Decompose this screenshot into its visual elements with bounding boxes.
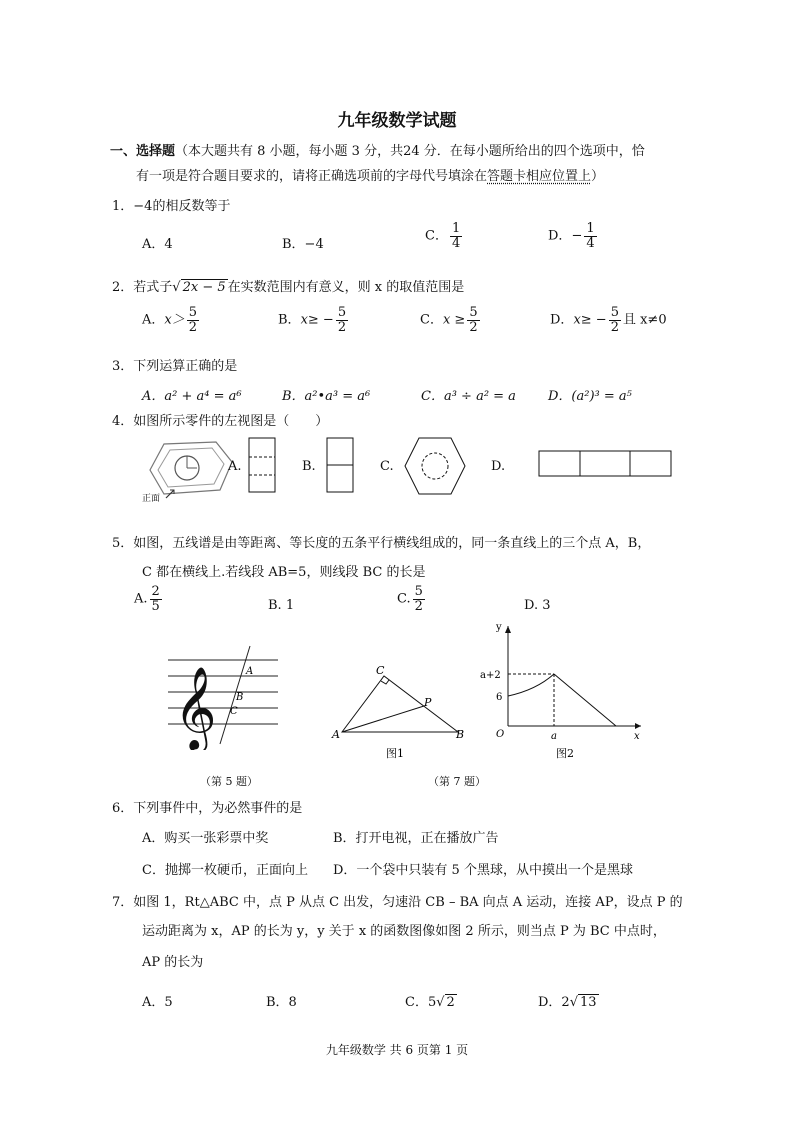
q4-option-d-label: D. (491, 459, 506, 474)
q5-option-a: A. $\frac{2}{5}$ (134, 584, 160, 614)
q5-caption: （第 5 题） (200, 775, 258, 788)
q7-stem-3: AP 的长为 (142, 955, 204, 970)
page-title: 九年级数学试题 (337, 111, 457, 131)
page-footer: 九年级数学 共 6 页第 1 页 (325, 1043, 469, 1057)
instruction-line-1: （本大题共有 8 小题，每小题 3 分，共24 分．在每小题所给出的四个选项中，恰 (175, 144, 645, 159)
section-heading: 一、选择题 (110, 144, 176, 159)
view-rect (249, 438, 275, 492)
q2-option-b: B．x≥ − $\frac{5}{2}$ (278, 305, 347, 335)
q7-option-b: B．8 (266, 995, 297, 1010)
q2-stem: 2．若式子√ 2x − 5 在实数范围内有意义，则 x 的取值范围是 (112, 280, 465, 295)
tick-a2: a+2 (480, 670, 501, 681)
point-a-label: A (246, 666, 254, 677)
q7-stem-1: 7．如图 1，Rt△ABC 中，点 P 从点 C 出发，匀速沿 CB – BA 向点 A 运动，连接 AP，设点 P 的 (112, 895, 683, 910)
q2-option-d: D．x≥ − $\frac{5}{2}$ 且 x≠0 (550, 305, 667, 335)
q4-option-a-figure (248, 437, 278, 495)
q1-stem: 1．−4的相反数等于 (112, 199, 231, 214)
label-b: B (456, 728, 465, 741)
q7-caption: （第 7 题） (428, 775, 486, 788)
q4-stem: 4．如图所示零件的左视图是（ ） (112, 414, 329, 429)
q7-stem-2: 运动距离为 x，AP 的长为 y，y 关于 x 的函数图像如图 2 所示，则当点 P 为 BC 中点时， (142, 924, 666, 939)
q1-option-a: A．4 (142, 237, 173, 252)
view-rect (539, 451, 671, 476)
q7-option-d: D．2√ 13 (538, 995, 597, 1010)
instruction-close: ） (591, 169, 605, 184)
q3-option-b: B．a²•a³ = a⁶ (282, 389, 371, 404)
section-instruction-2 (136, 165, 604, 184)
fig7-triangle (330, 660, 470, 760)
tick-a: a (551, 731, 557, 742)
q1-option-b: B．−4 (282, 237, 324, 252)
q6-option-c: C．抛掷一枚硬币，正面向上 (142, 863, 308, 878)
q5-stem-2: C 都在横线上.若线段 AB=5，则线段 BC 的长是 (142, 565, 426, 580)
q7-option-c: C．5√ 2 (405, 995, 455, 1010)
q6-stem: 6．下列事件中，为必然事件的是 (112, 801, 303, 816)
q3-option-c: C．a³ ÷ a² = a (421, 389, 516, 404)
q2-option-c: C．x ≥ $\frac{5}{2}$ (420, 305, 478, 335)
q2-option-a: A．x＞ $\frac{5}{2}$ (142, 305, 198, 335)
x-axis-arrow (635, 723, 641, 729)
hidden-circle (422, 453, 448, 479)
q5-staff-figure (160, 640, 285, 750)
q3-stem: 3．下列运算正确的是 (112, 359, 238, 374)
hexagon (405, 438, 465, 494)
right-angle-mark (381, 680, 389, 684)
q5-option-c: C. $\frac{5}{2}$ (397, 584, 423, 614)
q5-option-d: D. 3 (524, 598, 551, 613)
segment-ap (342, 706, 424, 732)
q4-option-c-label: C. (380, 459, 394, 474)
triangle-abc (342, 676, 458, 732)
y-axis-arrow (505, 626, 511, 633)
instruction-line-2: 有一项是符合题目要求的，请将正确选项前的字母代号填涂在 (136, 169, 488, 184)
point-b-label: B (236, 692, 244, 703)
q3-option-a: A．a² + a⁴ = a⁶ (142, 389, 242, 404)
label-c: C (376, 664, 385, 677)
q6-option-a: A．购买一张彩票中奖 (142, 831, 269, 846)
tick-six: 6 (496, 692, 503, 703)
q4-option-b-label: B. (302, 459, 316, 474)
q4-option-b-figure (326, 437, 356, 495)
q5-option-b: B. 1 (268, 598, 295, 613)
q6-option-b: B．打开电视，正在播放广告 (333, 831, 499, 846)
q7-option-a: A．5 (142, 995, 173, 1010)
label-p: P (424, 696, 432, 709)
fig1-label: 图1 (386, 747, 404, 760)
curve-segment (508, 674, 554, 696)
label-a: A (332, 728, 340, 741)
q4-option-a-label: A. (228, 459, 242, 474)
section-instruction (110, 140, 645, 159)
q4-option-d-figure (538, 450, 674, 478)
q3-option-d: D．(a²)³ = a⁵ (548, 389, 632, 404)
q1-option-d: D．− $\frac{1}{4}$ (548, 221, 595, 251)
q5-stem-1: 5．如图，五线谱是由等距离、等长度的五条平行横线组成的，同一条直线上的三个点 A，B， (112, 536, 651, 551)
front-label: 正面 (142, 494, 161, 504)
origin-label: O (496, 729, 505, 740)
fig7-graph (476, 620, 648, 760)
q6-option-d: D．一个袋中只装有 5 个黑球，从中摸出一个是黑球 (333, 863, 633, 878)
point-c-label: C (230, 706, 238, 717)
instruction-emphasis: 答题卡相应位置上 (487, 169, 592, 184)
line-segment (554, 674, 616, 726)
q4-option-c-figure (402, 434, 468, 498)
transversal-line (220, 646, 250, 744)
q1-option-c: C． $\frac{1}{4}$ (425, 221, 461, 251)
y-label: y (496, 622, 502, 633)
treble-clef-icon: 𝄞 (174, 665, 217, 749)
x-label: x (634, 731, 640, 742)
fig2-label: 图2 (556, 747, 574, 760)
